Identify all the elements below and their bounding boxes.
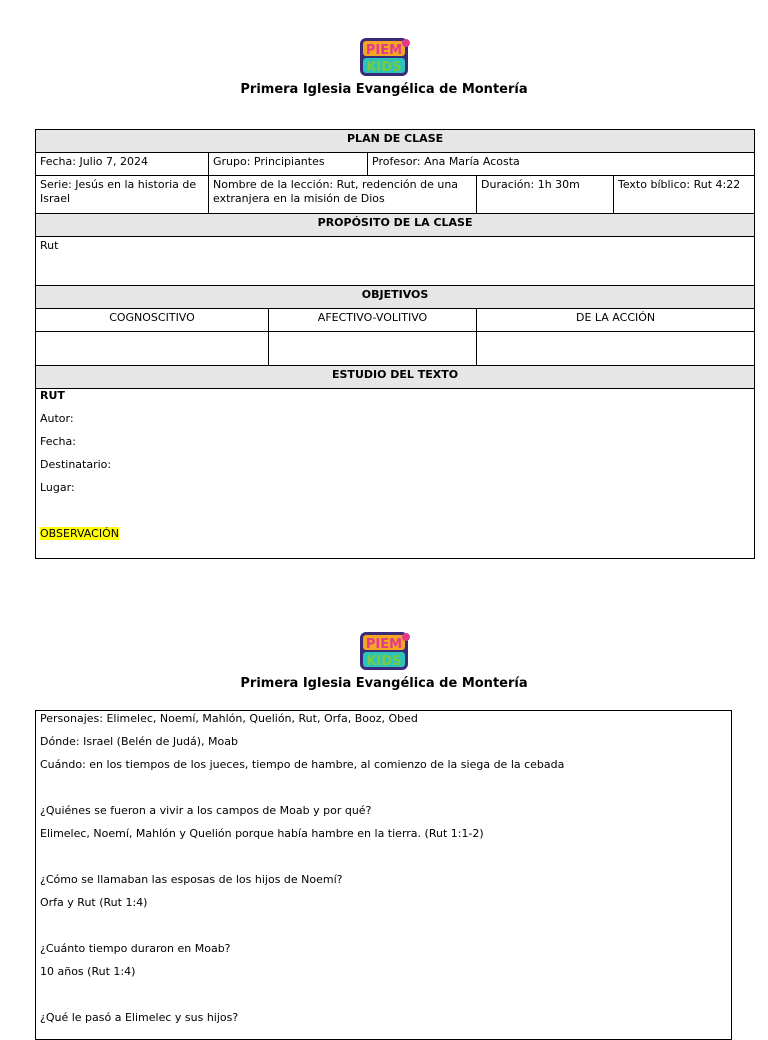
observacion-label: OBSERVACIÓN [40,527,119,540]
objetivo-afectivo-volitivo: AFECTIVO-VOLITIVO [269,309,477,332]
proposito-title: PROPÓSITO DE LA CLASE [36,214,755,237]
duracion-cell: Duración: 1h 30m [477,176,614,214]
text-line [40,849,727,872]
texto-biblico-cell: Texto bíblico: Rut 4:22 [614,176,755,214]
estudio-spacer [40,499,750,522]
text-line: Dónde: Israel (Belén de Judá), Moab [40,735,238,748]
grupo-cell: Grupo: Principiantes [209,153,368,176]
plan-title: PLAN DE CLASE [36,130,755,153]
lesson-plan-table [35,129,755,559]
estudio-content [36,389,755,559]
piem-kids-logo-2 [354,629,414,673]
text-line: ¿Cómo se llamaban las esposas de los hijos de Noemí? [40,873,343,886]
text-line [40,918,727,941]
fecha-cell: Fecha: Julio 7, 2024 [36,153,209,176]
estudio-destinatario: Destinatario: [40,458,112,471]
serie-cell: Serie: Jesús en la historia de Israel [36,176,209,214]
study-text-box [35,710,732,1040]
estudio-fecha: Fecha: [40,435,76,448]
text-line [40,987,727,1010]
objetivo-cognoscitivo: COGNOSCITIVO [36,309,269,332]
estudio-title: ESTUDIO DEL TEXTO [36,366,755,389]
objetivo-afectivo-content [269,332,477,366]
objetivo-accion: DE LA ACCIÓN [477,309,755,332]
text-line: 10 años (Rut 1:4) [40,965,136,978]
text-line: Orfa y Rut (Rut 1:4) [40,896,148,909]
objetivos-title: OBJETIVOS [36,286,755,309]
estudio-lugar: Lugar: [40,481,75,494]
svg-text:PIEM: PIEM [365,43,403,58]
leccion-cell: Nombre de la lección: Rut, redención de una extranjera en la misión de Dios [209,176,477,214]
estudio-heading: RUT [40,389,65,402]
objetivo-cognoscitivo-content [36,332,269,366]
church-name-2: Primera Iglesia Evangélica de Montería [240,676,528,691]
text-line: Elimelec, Noemí, Mahlón y Quelión porque había hambre en la tierra. (Rut 1:1-2) [40,827,484,840]
text-line: Personajes: Elimelec, Noemí, Mahlón, Quelión, Rut, Orfa, Booz, Obed [40,712,418,725]
text-line: ¿Qué le pasó a Elimelec y sus hijos? [40,1011,239,1024]
svg-text:KIDS: KIDS [366,60,402,75]
profesor-cell: Profesor: Ana María Acosta [368,153,755,176]
svg-text:KIDS: KIDS [366,654,402,669]
objetivo-accion-content [477,332,755,366]
text-line [40,780,727,803]
svg-text:PIEM: PIEM [365,637,403,652]
church-name: Primera Iglesia Evangélica de Montería [240,82,528,97]
estudio-autor: Autor: [40,412,74,425]
text-line: Cuándo: en los tiempos de los jueces, tiempo de hambre, al comienzo de la siega de la cebada [40,758,565,771]
text-line: ¿Quiénes se fueron a vivir a los campos de Moab y por qué? [40,804,372,817]
piem-kids-logo [354,35,414,79]
text-line: ¿Cuánto tiempo duraron en Moab? [40,942,231,955]
proposito-content: Rut [36,237,755,286]
